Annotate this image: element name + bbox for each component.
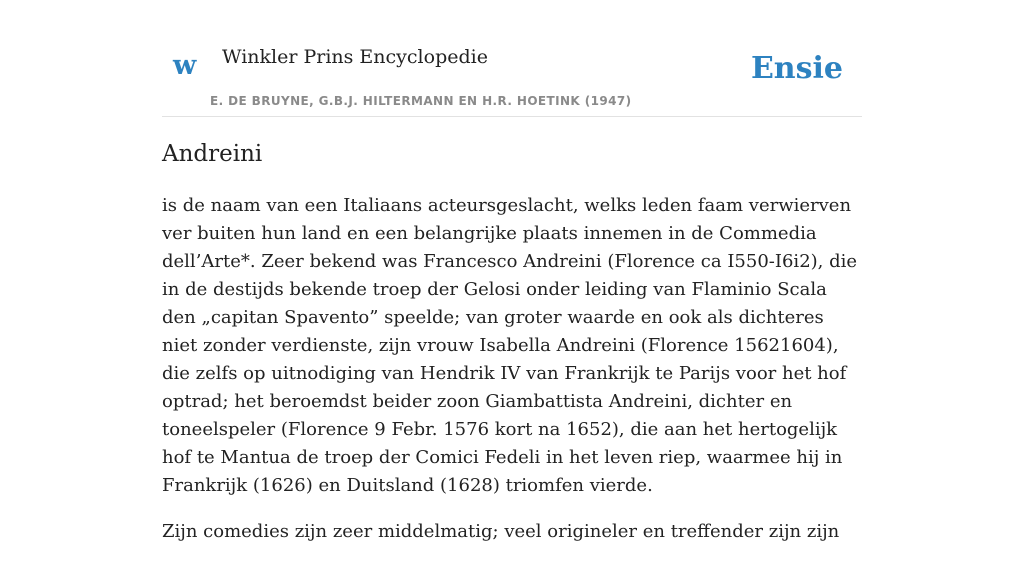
article-body [162, 192, 862, 564]
work-authors: E. DE BRUYNE, G.B.J. HILTERMANN EN H.R. HOETINK (1947) [210, 94, 632, 108]
work-logo-icon[interactable]: w [173, 50, 197, 81]
ensie-logo[interactable]: Ensie [750, 51, 843, 86]
article-title: Andreini [162, 141, 263, 167]
article-paragraph: is de naam van een Italiaans acteursgeslacht, welks leden faam verwierven ver buiten hun land en een belangrijke plaats innemen in de Commedia dell’Arte*. Zeer bekend was Francesco Andreini (Florence ca I550-I6i2), die in de destijds bekende troep der Gelosi onder leiding van Flaminio Scala den „capitan Spavento” speelde; van groter waarde en ook als dichteres niet zonder verdienste, zijn vrouw Isabella Andreini (Florence 15621604), die zelfs op uitnodiging van Hendrik IV van Frankrijk te Parijs voor het hof optrad; het beroemdst beider zoon Giambattista Andreini, dichter en toneelspeler (Florence 9 Febr. 1576 kort na 1652), die aan het hertogelijk hof te Mantua de troep der Comici Fedeli in het leven riep, waarmee hij in Frankrijk (1626) en Duitsland (1628) triomfen vierde. [162, 195, 858, 496]
work-title-link[interactable]: Winkler Prins Encyclopedie [222, 46, 488, 68]
article-paragraph: Zijn comedies zijn zeer middelmatig; veel origineler en treffender zijn zijn [162, 521, 840, 542]
site-header [162, 0, 862, 117]
